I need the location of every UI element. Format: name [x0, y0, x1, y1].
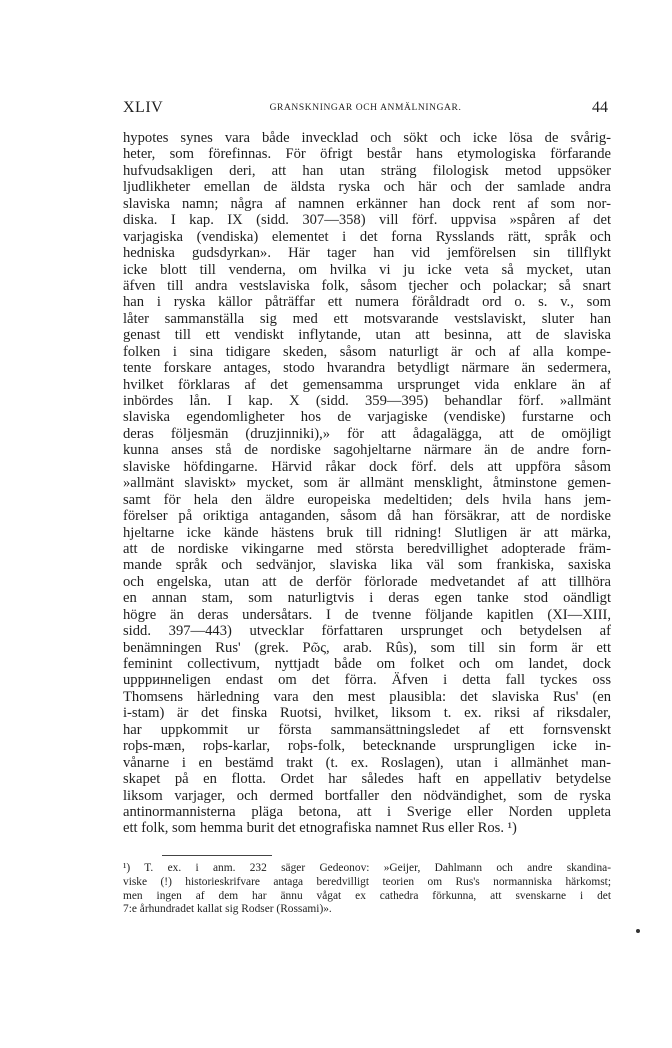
text-line: att de nordiske vikingarne med största beredvillighet adopterade främ-: [123, 540, 611, 557]
text-line: roþs-mæn, roþs-karlar, roþs-folk, betecknande ursprungligen icke in-: [123, 738, 611, 755]
text-line: varjagiska (vendiska) elementet i det forna Rysslands rätt, språk och: [123, 228, 611, 245]
text-line: diska. I kap. IX (sidd. 307—358) vill förf. uppvisa »spåren af det: [123, 212, 611, 229]
text-line: i-stam) är det finska Ruotsi, hvilket, liksom t. ex. riksi af riksdaler,: [123, 705, 611, 722]
text-line: liksom varjager, och dermed bortfaller den nödvändighet, som de ryska: [123, 787, 611, 804]
text-line: benämningen Rus' (grek. Ρῶς, arab. Rûs), som till sin form är ett: [123, 639, 611, 656]
text-line: slaviska egendomligheter hos de varjagiske (vendiske) furstarne och: [123, 409, 611, 426]
text-line: sidd. 397—443) utvecklar författaren ursprunget och betydelsen af: [123, 623, 611, 640]
text-line: slaviska namn; några af namnen erkänner han dock rent af som nor-: [123, 195, 611, 212]
running-title: GRANSKNINGAR OCH ANMÄLNINGAR.: [269, 103, 462, 113]
text-line: har uppkommit ur första sammansättningsledet af ett fornsvenskt: [123, 721, 611, 738]
text-line: äfven till andra vestslaviska folk, såsom tjecher och polackar; så snart: [123, 277, 611, 294]
text-line: hjeltarne icke kände hästens bruk till ridning! Slutligen är att märka,: [123, 524, 611, 541]
text-line: vånarne i en bestämd trakt (t. ex. Roslagen), utan i allmänhet man-: [123, 754, 611, 771]
text-line: ljudlikheter emellan de äldsta ryska och här och der samlade andra: [123, 179, 611, 196]
footnote-rule: [162, 855, 272, 856]
footnote-line: viske (!) historieskrifvare antaga beredvilligt teorien om Rus's normanniska härkomst;: [123, 875, 611, 888]
text-line: kunna anses stå de nordiske sagohjeltarne närmare än de andre forn-: [123, 442, 611, 459]
text-line: mande språk och sedvänjor, slaviska lika väl som frankiska, saxiska: [123, 557, 611, 574]
text-line: genast till ett vendiskt inflytande, utan att besinna, att de slaviska: [123, 327, 611, 344]
body-text: [123, 130, 611, 837]
paper-speck: [636, 929, 640, 933]
text-line: inbördes lån. I kap. X (sidd. 359—395) behandlar förf. »allmänt: [123, 393, 611, 409]
text-line: Thomsens härledning vara den mest plausibla: det slaviska Rus' (en: [123, 688, 611, 705]
text-line: samt för hela den äldre europeiska medeltiden; dels hvila hans jem-: [123, 491, 611, 508]
page-number: 44: [592, 99, 608, 116]
text-line: en annan stam, som naturligtvis i deras egen tanke stod oändligt: [123, 590, 611, 607]
text-line: hufvudsakligen deri, att han utan sträng filologisk metod uppsöker: [123, 162, 611, 179]
text-line: heter, som förefinnas. För öfrigt består hans etymologiska förfarande: [123, 146, 611, 163]
text-line: hypotes synes vara både invecklad och sökt och icke lösa de svårig-: [123, 130, 611, 146]
text-line: hvilket förklaras af det gemensamma ursprunget vida enklare än af: [123, 376, 611, 393]
footnote-line: ¹) T. ex. i anm. 232 säger Gedeonov: »Geijer, Dahlmann och andre skandina-: [123, 862, 611, 874]
text-line: högre än deras undersåtars. I de tvenne följande kapitlen (XI—XIII,: [123, 606, 611, 623]
text-line: han i ryska källor påträffar ett numera föråldradt ord o. s. v., som: [123, 294, 611, 311]
text-line: hedniska gudsdyrkan». Här tager han vid jemförelsen sin tillflykt: [123, 245, 611, 262]
text-line: folken i sina tidigare skeden, såsom naturligt är och af alla kompe-: [123, 343, 611, 360]
text-line: deras följesmän (druzjinniki),» för att ådagalägga, att de omöjligt: [123, 425, 611, 442]
text-line: ett folk, som hemma burit det etnografiska namnet Rus eller Ros. ¹): [123, 820, 517, 837]
text-line: antinormannisterna pläga betona, att i Sverige eller Norden uppleta: [123, 803, 611, 820]
footnotes: [123, 862, 611, 917]
text-line: tente forskare antages, stodo hvarandra betydligt närmare än sedermera,: [123, 360, 611, 377]
text-line: icke blott till venderna, om hvilka vi ju icke veta så mycket, utan: [123, 261, 611, 278]
text-line: låter sammanställa sig med ett motsvarande vestslaviskt, sluter han: [123, 310, 611, 327]
text-line: skapet på en flotta. Ordet har således haft en appellativ betydelse: [123, 771, 611, 788]
text-line: feminint collectivum, nyttjadt både om folket och om landet, dock: [123, 656, 611, 672]
page-header: [123, 99, 608, 119]
text-line: »allmänt slaviskt» mycket, som är allmänt mensklight, åtminstone gemen-: [123, 475, 611, 492]
text-line: förelser på oriktiga antaganden, såsom då han försäkrar, att de nordiske: [123, 508, 611, 525]
text-line: uppринneligen endast om det förra. Äfven i detta fall tyckes oss: [123, 672, 611, 689]
text-line: slaviske höfdingarne. Härvid råkar dock förf. dels att uppföra såsom: [123, 458, 611, 475]
page-roman-numeral: XLIV: [123, 99, 164, 116]
footnote-line: men ingen af dem har ännu vågat ex cathedra förkunna, att svenskarne i det: [123, 889, 611, 902]
text-line: och engelska, utan att de derför förlorade medvetandet af att tillhöra: [123, 573, 611, 590]
footnote-line: 7:e århundradet kallat sig Rodser (Rossami)».: [123, 903, 332, 916]
